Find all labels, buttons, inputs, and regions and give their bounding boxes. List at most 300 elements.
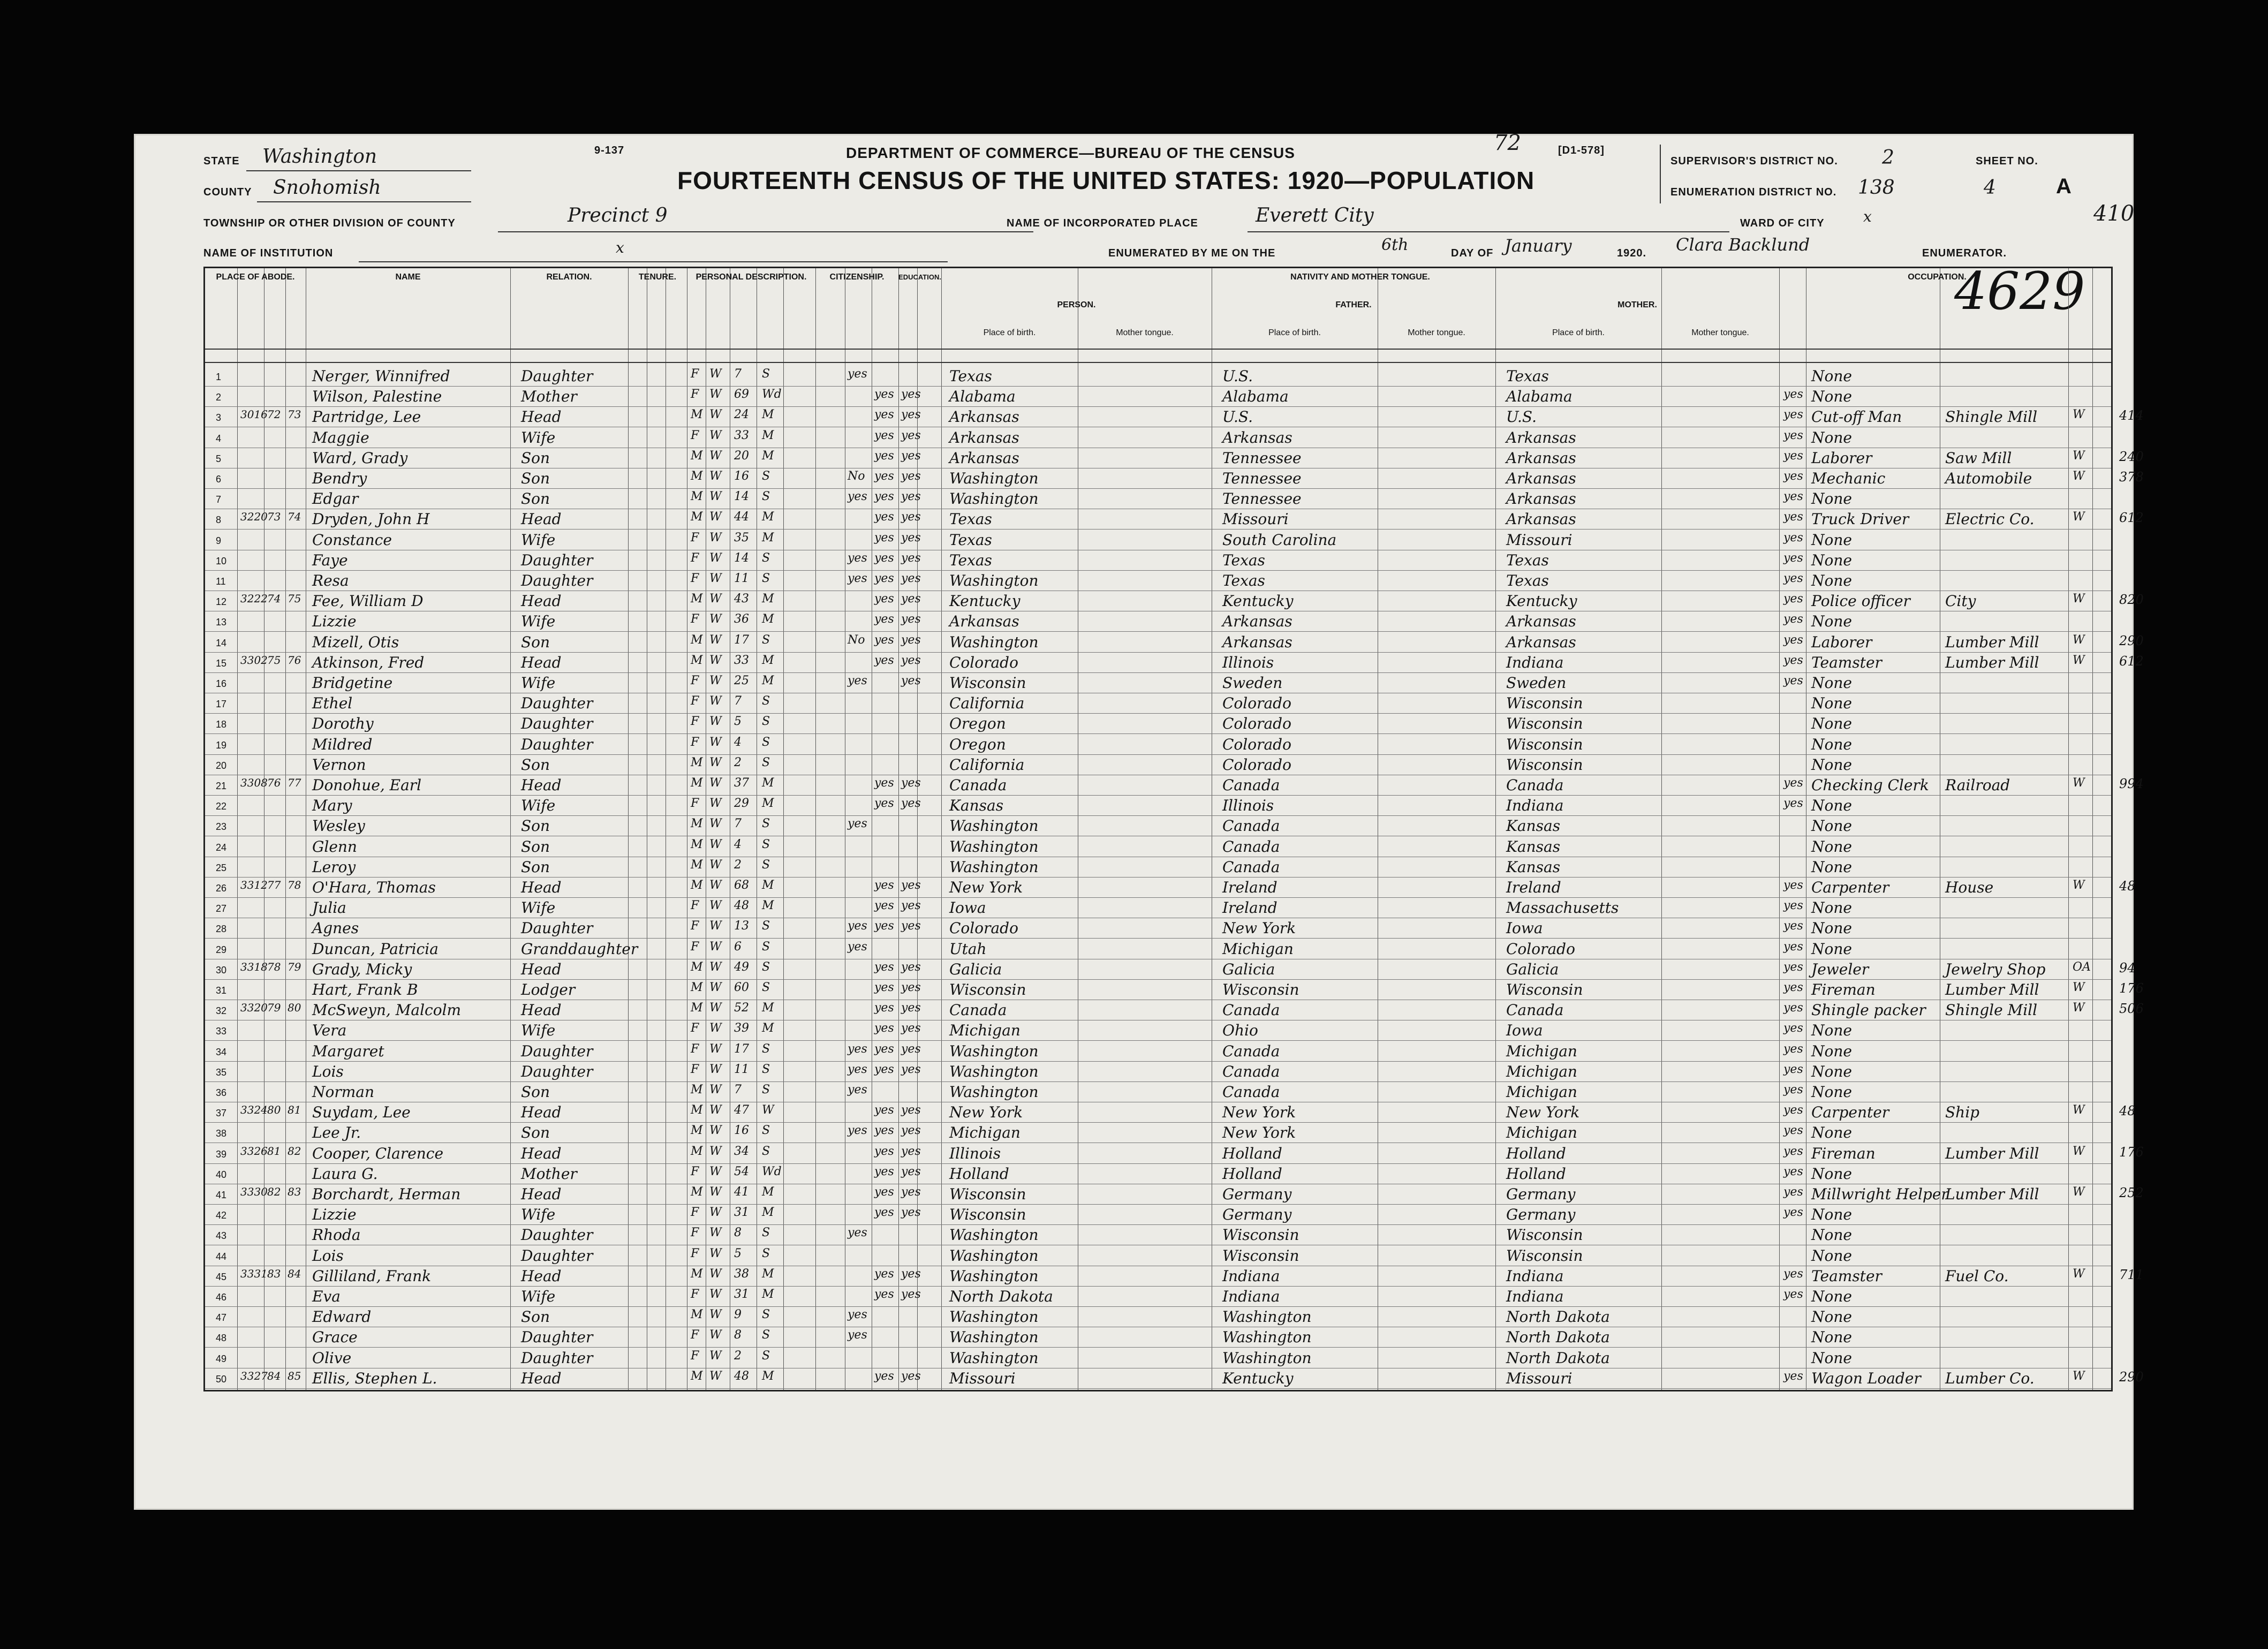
cell-sex: M — [691, 510, 703, 524]
cell-rel: Son — [521, 858, 550, 876]
cell-mpob: Indiana — [1506, 1267, 1564, 1285]
cell-mpob: North Dakota — [1506, 1328, 1610, 1347]
cell-school: yes — [848, 1124, 867, 1138]
cell-n: 1 — [216, 372, 222, 382]
cell-name: Maggie — [312, 428, 369, 447]
cell-rel: Daughter — [521, 1226, 593, 1244]
cell-name: Dryden, John H — [312, 510, 430, 528]
cell-pob: Washington — [949, 1226, 1039, 1244]
cell-sex: F — [691, 1246, 699, 1260]
table-row — [205, 591, 2144, 611]
cell-ms: M — [762, 1022, 774, 1035]
cell-ind: Shingle Mill — [1945, 408, 2038, 426]
cell-eng: yes — [1783, 633, 1803, 647]
cell-n: 23 — [216, 821, 227, 833]
cell-race: W — [709, 899, 722, 913]
cell-occ: Millwright Helper — [1811, 1185, 1948, 1203]
cell-n: 19 — [216, 739, 227, 751]
cell-rel: Head — [521, 1369, 562, 1387]
cell-n: 9 — [216, 535, 222, 546]
cell-fpob: South Carolina — [1222, 531, 1337, 549]
nativity-heading: NATIVITY AND MOTHER TONGUE. — [1290, 273, 1430, 282]
cell-rel: Son — [521, 1124, 550, 1142]
cell-eng: yes — [1783, 1083, 1803, 1096]
cell-age: 6 — [734, 940, 742, 954]
cell-age: 48 — [734, 1369, 749, 1383]
cell-read: yes — [874, 1164, 894, 1178]
cell-write: yes — [901, 592, 921, 606]
cell-mpob: Holland — [1506, 1164, 1566, 1183]
cell-read: yes — [874, 1369, 894, 1383]
cell-read: yes — [874, 551, 894, 565]
cell-fpob: U.S. — [1222, 367, 1253, 385]
cell-mpob: Kansas — [1506, 858, 1561, 876]
cell-sex: F — [691, 919, 699, 933]
cell-name: Lois — [312, 1246, 344, 1265]
cell-rt: 176 — [2119, 1144, 2144, 1160]
cell-mpob: Iowa — [1506, 1022, 1543, 1040]
cell-fpob: Tennessee — [1222, 470, 1302, 487]
cell-mpob: Michigan — [1506, 1124, 1577, 1142]
cell-write: yes — [901, 1124, 921, 1138]
cell-n: 28 — [216, 924, 227, 935]
cell-eng: yes — [1783, 388, 1803, 402]
cell-ind: Jewelry Shop — [1945, 960, 2046, 978]
cell-sex: M — [691, 755, 703, 769]
cell-occ: None — [1811, 1164, 1852, 1183]
state-label: STATE — [203, 155, 240, 167]
cell-read: yes — [874, 612, 894, 626]
cell-race: W — [709, 960, 722, 974]
cell-n: 36 — [216, 1087, 227, 1098]
cell-house: 3330 — [240, 1185, 268, 1198]
cell-race: W — [709, 653, 722, 667]
cell-eng: yes — [1783, 1267, 1803, 1281]
cell-read: yes — [874, 797, 894, 811]
cell-write: yes — [901, 1001, 921, 1015]
cell-age: 68 — [734, 879, 749, 892]
table-row — [205, 735, 2111, 755]
cell-fpob: Indiana — [1222, 1267, 1280, 1285]
cell-read: yes — [874, 1062, 894, 1076]
cell-read: yes — [874, 633, 894, 647]
cell-read: yes — [874, 1103, 894, 1117]
cell-pob: Texas — [949, 367, 992, 385]
cell-ind: Saw Mill — [1945, 449, 2012, 467]
cell-ind: Lumber Co. — [1945, 1369, 2035, 1387]
cell-eng: yes — [1783, 899, 1803, 913]
day-of-label: DAY OF — [1451, 247, 1494, 259]
cell-pob: New York — [949, 1103, 1023, 1122]
cell-race: W — [709, 797, 722, 811]
cell-rel: Daughter — [521, 715, 593, 733]
cell-ms: S — [762, 551, 770, 565]
cell-name: Borchardt, Herman — [312, 1185, 461, 1203]
cell-fpob: Tennessee — [1222, 490, 1302, 508]
table-row — [205, 489, 2111, 509]
cell-age: 54 — [734, 1164, 749, 1178]
cell-sex: M — [691, 592, 703, 606]
cell-occ: None — [1811, 674, 1852, 692]
cell-race: W — [709, 1083, 722, 1096]
cell-age: 37 — [734, 776, 749, 790]
cell-pob: Washington — [949, 633, 1039, 651]
cell-school: yes — [848, 1308, 867, 1322]
cell-mpob: Kansas — [1506, 837, 1561, 856]
cell-race: W — [709, 490, 722, 504]
cell-mpob: Kansas — [1506, 817, 1561, 835]
cell-fam: 76 — [288, 653, 301, 667]
cell-occ: None — [1811, 837, 1852, 856]
cell-cls: W — [2073, 510, 2085, 524]
cell-mpob: Arkansas — [1506, 490, 1576, 508]
cell-n: 20 — [216, 760, 227, 771]
cell-pob: Washington — [949, 837, 1039, 856]
cell-sex: M — [691, 449, 703, 463]
cell-write: yes — [901, 1144, 921, 1158]
cell-ms: S — [762, 490, 770, 504]
cell-eng: yes — [1783, 572, 1803, 585]
cell-rel: Wife — [521, 899, 556, 917]
census-sheet — [134, 131, 2144, 1510]
cell-n: 44 — [216, 1251, 227, 1262]
cell-fpob: Colorado — [1222, 735, 1291, 753]
table-row — [205, 387, 2111, 407]
table-row — [205, 1368, 2144, 1389]
cell-name: Laura G. — [312, 1164, 378, 1183]
cell-house: 3324 — [240, 1103, 268, 1117]
cell-fpob: Tennessee — [1222, 449, 1302, 467]
cell-n: 22 — [216, 801, 227, 812]
cell-age: 13 — [734, 919, 749, 933]
cell-race: W — [709, 674, 722, 687]
cell-pob: Illinois — [949, 1144, 1001, 1162]
cell-n: 24 — [216, 842, 227, 853]
table-row — [205, 1144, 2144, 1164]
cell-pob: Washington — [949, 1328, 1039, 1347]
cell-name: Dorothy — [312, 715, 374, 733]
cell-write: yes — [901, 1062, 921, 1076]
cell-pob: Washington — [949, 858, 1039, 876]
table-row — [205, 407, 2144, 427]
cell-mpob: New York — [1506, 1103, 1580, 1122]
cell-name: Julia — [312, 899, 346, 917]
table-row — [205, 878, 2136, 898]
cell-cls: W — [2073, 1267, 2085, 1281]
table-row — [205, 1184, 2144, 1205]
cell-cls: W — [2073, 1144, 2085, 1158]
father-heading: FATHER. — [1335, 300, 1372, 309]
cell-write: yes — [901, 797, 921, 811]
cell-fpob: Arkansas — [1222, 612, 1292, 631]
cell-cls: W — [2073, 470, 2085, 483]
cell-write: yes — [901, 981, 921, 994]
cell-fpob: Canada — [1222, 1042, 1280, 1060]
cell-age: 14 — [734, 490, 749, 504]
cell-mpob: North Dakota — [1506, 1308, 1610, 1326]
cell-occ: None — [1811, 490, 1852, 508]
cell-race: W — [709, 470, 722, 483]
cell-dw: 73 — [267, 510, 281, 524]
cell-fpob: Canada — [1222, 1062, 1280, 1080]
cell-race: W — [709, 919, 722, 933]
cell-ms: M — [762, 1185, 774, 1199]
cell-mpob: Ireland — [1506, 879, 1561, 896]
corner-number: 410 — [2093, 201, 2135, 226]
cell-age: 2 — [734, 1349, 742, 1363]
cell-ms: S — [762, 755, 770, 769]
cell-cls: OA — [2073, 960, 2091, 974]
cell-write: yes — [901, 1103, 921, 1117]
cell-sex: M — [691, 981, 703, 994]
cell-fam: 79 — [288, 960, 301, 973]
cell-race: W — [709, 1349, 722, 1363]
enumerated-label: ENUMERATED BY ME ON THE — [1108, 247, 1276, 259]
cell-dw: 84 — [267, 1369, 281, 1382]
cell-eng: yes — [1783, 981, 1803, 994]
cell-rel: Wife — [521, 1288, 556, 1305]
cell-fam: 77 — [288, 776, 301, 789]
cell-ind: Automobile — [1945, 470, 2032, 487]
cell-ind: Lumber Mill — [1945, 653, 2039, 671]
cell-eng: yes — [1783, 470, 1803, 483]
cell-race: W — [709, 551, 722, 565]
cell-write: yes — [901, 1185, 921, 1199]
cell-cls: W — [2073, 1369, 2085, 1383]
cell-name: Faye — [312, 551, 348, 569]
cell-name: Suydam, Lee — [312, 1103, 411, 1122]
cell-sex: M — [691, 1308, 703, 1322]
cell-write: yes — [901, 551, 921, 565]
cell-sex: M — [691, 776, 703, 790]
cell-ms: M — [762, 612, 774, 626]
cell-occ: None — [1811, 694, 1852, 713]
cell-age: 24 — [734, 408, 749, 422]
cell-eng: yes — [1783, 1001, 1803, 1015]
cell-n: 41 — [216, 1190, 227, 1200]
cell-eng: yes — [1783, 1144, 1803, 1158]
cell-cls: W — [2073, 879, 2085, 892]
table-row — [205, 714, 2111, 734]
cell-occ: Police officer — [1811, 592, 1910, 610]
cell-ms: M — [762, 510, 774, 524]
cell-n: 43 — [216, 1230, 227, 1242]
table-row — [205, 1082, 2111, 1102]
cell-pob: North Dakota — [949, 1288, 1053, 1305]
cell-ms: S — [762, 1328, 770, 1342]
cell-race: W — [709, 755, 722, 769]
cell-name: Atkinson, Fred — [312, 653, 425, 671]
cell-fam: 74 — [288, 510, 301, 524]
cell-sex: F — [691, 531, 699, 544]
table-row — [205, 1205, 2111, 1225]
cell-house: 3318 — [240, 960, 268, 973]
cell-sex: M — [691, 1185, 703, 1199]
cell-school: yes — [848, 919, 867, 933]
cell-read: yes — [874, 1185, 894, 1199]
cell-read: yes — [874, 531, 894, 544]
cell-eng: yes — [1783, 1185, 1803, 1199]
cell-rel: Wife — [521, 612, 556, 631]
cell-dw: 83 — [267, 1267, 281, 1280]
cell-n: 29 — [216, 944, 227, 955]
cell-n: 14 — [216, 637, 227, 648]
cell-race: W — [709, 1042, 722, 1056]
cell-rt: 48 — [2119, 879, 2136, 894]
cell-occ: Carpenter — [1811, 879, 1889, 896]
cell-mpob: Missouri — [1506, 531, 1573, 549]
cell-occ: Teamster — [1811, 1267, 1882, 1285]
cell-ms: S — [762, 1226, 770, 1240]
cell-name: Fee, William D — [312, 592, 424, 610]
cell-occ: None — [1811, 1226, 1852, 1244]
cell-sex: F — [691, 367, 699, 381]
cell-read: yes — [874, 981, 894, 994]
cell-fpob: New York — [1222, 1103, 1296, 1122]
cell-n: 42 — [216, 1210, 227, 1221]
cell-ms: M — [762, 1001, 774, 1015]
cell-occ: Fireman — [1811, 981, 1876, 999]
cell-fam: 82 — [288, 1144, 301, 1158]
cell-house: 3326 — [240, 1144, 268, 1158]
cell-read: yes — [874, 388, 894, 402]
cell-occ: None — [1811, 572, 1852, 589]
cell-fpob: Ireland — [1222, 899, 1277, 917]
cell-mpob: Michigan — [1506, 1083, 1577, 1101]
cell-ms: S — [762, 858, 770, 872]
cell-rt: 711 — [2119, 1267, 2144, 1282]
cell-write: yes — [901, 428, 921, 442]
cell-name: Eva — [312, 1288, 341, 1305]
cell-race: W — [709, 1206, 722, 1220]
person-pob-heading: Place of birth. — [983, 328, 1036, 337]
table-row — [205, 428, 2111, 448]
cell-pob: Washington — [949, 1349, 1039, 1367]
cell-rt: 290 — [2119, 1369, 2144, 1385]
cell-n: 47 — [216, 1312, 227, 1323]
cell-race: W — [709, 408, 722, 422]
cell-eng: yes — [1783, 960, 1803, 974]
cell-age: 47 — [734, 1103, 749, 1117]
relation-heading: RELATION. — [546, 273, 592, 282]
cell-race: W — [709, 531, 722, 544]
cell-race: W — [709, 1267, 722, 1281]
cell-eng: yes — [1783, 879, 1803, 892]
cell-write: yes — [901, 674, 921, 687]
cell-name: Margaret — [312, 1042, 384, 1060]
cell-age: 14 — [734, 551, 749, 565]
cell-house: 3302 — [240, 653, 268, 667]
cell-ms: S — [762, 1246, 770, 1260]
cell-fpob: Holland — [1222, 1144, 1282, 1162]
cell-occ: None — [1811, 612, 1852, 631]
cell-mpob: Arkansas — [1506, 428, 1576, 447]
cell-age: 16 — [734, 1124, 749, 1138]
cell-sex: F — [691, 797, 699, 811]
cell-mpob: Massachusetts — [1506, 899, 1619, 917]
cell-rel: Son — [521, 817, 550, 835]
citizenship-heading: CITIZENSHIP. — [829, 273, 884, 282]
cell-occ: Laborer — [1811, 633, 1872, 651]
cell-name: Donohue, Earl — [312, 776, 422, 794]
cell-race: W — [709, 1144, 722, 1158]
table-row — [205, 673, 2111, 693]
cell-occ: None — [1811, 940, 1852, 958]
cell-read: yes — [874, 919, 894, 933]
cell-pob: Kentucky — [949, 592, 1020, 610]
state-value: Washington — [262, 146, 377, 168]
cell-sex: F — [691, 612, 699, 626]
cell-pob: Michigan — [949, 1124, 1020, 1142]
cell-mpob: Wisconsin — [1506, 715, 1583, 733]
cell-age: 9 — [734, 1308, 742, 1322]
cell-age: 38 — [734, 1267, 749, 1281]
cell-mpob: Wisconsin — [1506, 981, 1583, 999]
cell-rel: Head — [521, 1185, 562, 1203]
cell-age: 7 — [734, 367, 742, 381]
cell-sex: F — [691, 1062, 699, 1076]
cell-name: Mildred — [312, 735, 373, 753]
cell-eng: yes — [1783, 490, 1803, 504]
enumeration-value: 138 — [1858, 177, 1895, 199]
cell-name: Ward, Grady — [312, 449, 408, 467]
cell-cls: W — [2073, 981, 2085, 994]
cell-mpob: Michigan — [1506, 1042, 1577, 1060]
cell-occ: None — [1811, 1022, 1852, 1040]
cell-ms: S — [762, 694, 770, 708]
cell-sex: F — [691, 715, 699, 729]
cell-write: yes — [901, 776, 921, 790]
cell-pob: Washington — [949, 490, 1039, 508]
cell-pob: Texas — [949, 551, 992, 569]
cell-rel: Head — [521, 776, 562, 794]
cell-name: Lizzie — [312, 1206, 357, 1224]
cell-race: W — [709, 1164, 722, 1178]
personal-heading: PERSONAL DESCRIPTION. — [695, 273, 807, 282]
cell-age: 60 — [734, 981, 749, 994]
cell-race: W — [709, 1062, 722, 1076]
cell-read: yes — [874, 776, 894, 790]
cell-race: W — [709, 776, 722, 790]
big-number: 4629 — [1954, 261, 2085, 321]
cell-fpob: Ireland — [1222, 879, 1277, 896]
cell-race: W — [709, 1226, 722, 1240]
cell-rt: 414 — [2119, 408, 2144, 423]
cell-fpob: Canada — [1222, 1083, 1280, 1101]
cell-read: yes — [874, 653, 894, 667]
cell-name: Grace — [312, 1328, 358, 1347]
cell-race: W — [709, 735, 722, 749]
supervisor-value: 2 — [1882, 147, 1894, 169]
cell-n: 46 — [216, 1292, 227, 1303]
cell-sex: M — [691, 817, 703, 831]
cell-rt: 48 — [2119, 1103, 2136, 1119]
cell-mpob: Sweden — [1506, 674, 1567, 692]
cell-name: Constance — [312, 531, 392, 549]
cell-fpob: Wisconsin — [1222, 1246, 1299, 1265]
cell-read: yes — [874, 879, 894, 892]
institution-value: x — [616, 239, 624, 256]
cell-rel: Daughter — [521, 572, 593, 589]
cell-name: Vernon — [312, 755, 366, 774]
cell-write: yes — [901, 531, 921, 544]
cell-occ: None — [1811, 817, 1852, 835]
cell-read: yes — [874, 1288, 894, 1301]
cell-write: yes — [901, 612, 921, 626]
cell-cls: W — [2073, 653, 2085, 667]
cell-occ: Mechanic — [1811, 470, 1886, 487]
cell-pob: Wisconsin — [949, 1185, 1026, 1203]
